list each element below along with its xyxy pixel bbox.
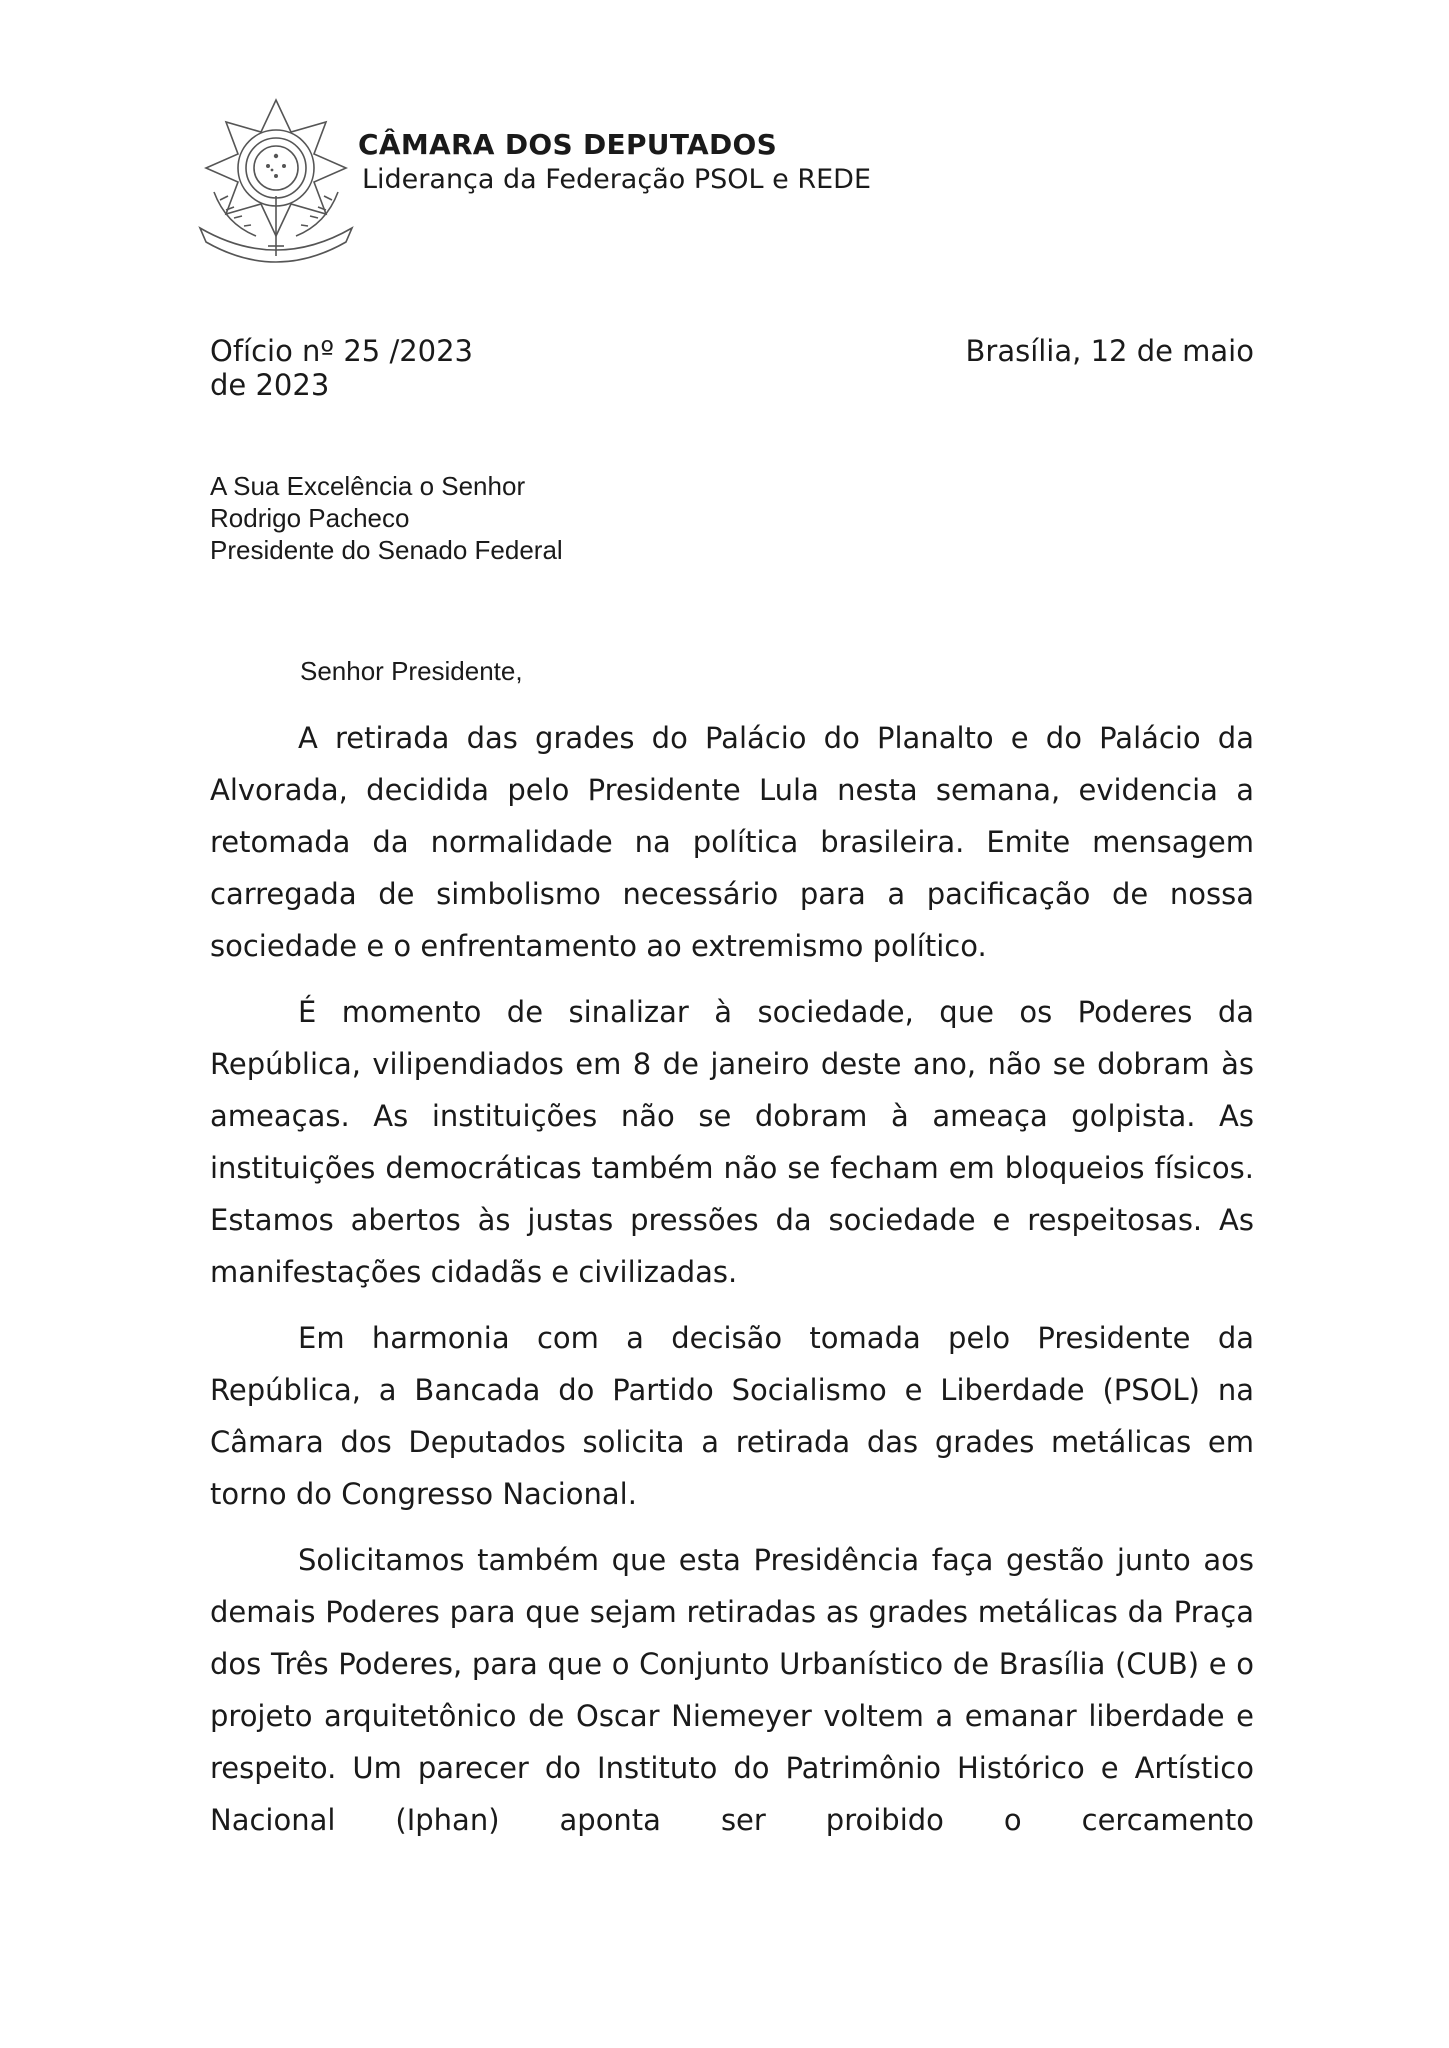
document-date: Brasília, 12 de maio: [965, 334, 1254, 368]
addressee-block: [210, 470, 563, 566]
salutation: Senhor Presidente,: [300, 656, 523, 686]
institution-subtitle: Liderança da Federação PSOL e REDE: [362, 164, 872, 195]
institution-title: CÂMARA DOS DEPUTADOS: [358, 128, 778, 161]
document-number: Ofício nº 25 /2023: [210, 334, 474, 368]
body-paragraph: É momento de sinalizar à sociedade, que os Poderes da República, vilipendiados em 8 de janeiro deste ano, não se dobram às ameaças. As instituições não se dobram à ameaça golpista. As instituições democráticas também não se fecham em bloqueios físicos. Estamos abertos às justas pressões da sociedade e respeitosas. As manifestações cidadãs e civilizadas.: [210, 995, 1254, 1289]
document-date-continuation: de 2023: [210, 368, 330, 402]
addressee-name: Rodrigo Pacheco: [210, 503, 410, 533]
addressee-title: Presidente do Senado Federal: [210, 535, 563, 565]
letter-body: [210, 712, 1254, 1860]
coat-of-arms-icon: [196, 96, 356, 264]
body-paragraph: A retirada das grades do Palácio do Planalto e do Palácio da Alvorada, decidida pelo Presidente Lula nesta semana, evidencia a retomada da normalidade na política brasileira. Emite mensagem carregada de simbolismo necessário para a pacificação de nossa sociedade e o enfrentamento ao extremismo político.: [210, 721, 1254, 963]
body-paragraph: Solicitamos também que esta Presidência faça gestão junto aos demais Poderes para que sejam retiradas as grades metálicas da Praça dos Três Poderes, para que o Conjunto Urbanístico de Brasília (CUB) e o projeto arquitetônico de Oscar Niemeyer voltem a emanar liberdade e respeito. Um parecer do Instituto do Patrimônio Histórico e Artístico Nacional (Iphan) aponta ser proibido o cercamento: [210, 1543, 1254, 1837]
document-number-line: [210, 334, 1254, 374]
addressee-line: A Sua Excelência o Senhor: [210, 471, 526, 501]
body-paragraph: Em harmonia com a decisão tomada pelo Presidente da República, a Bancada do Partido Socialismo e Liberdade (PSOL) na Câmara dos Deputados solicita a retirada das grades metálicas em torno do Congresso Nacional.: [210, 1321, 1254, 1511]
